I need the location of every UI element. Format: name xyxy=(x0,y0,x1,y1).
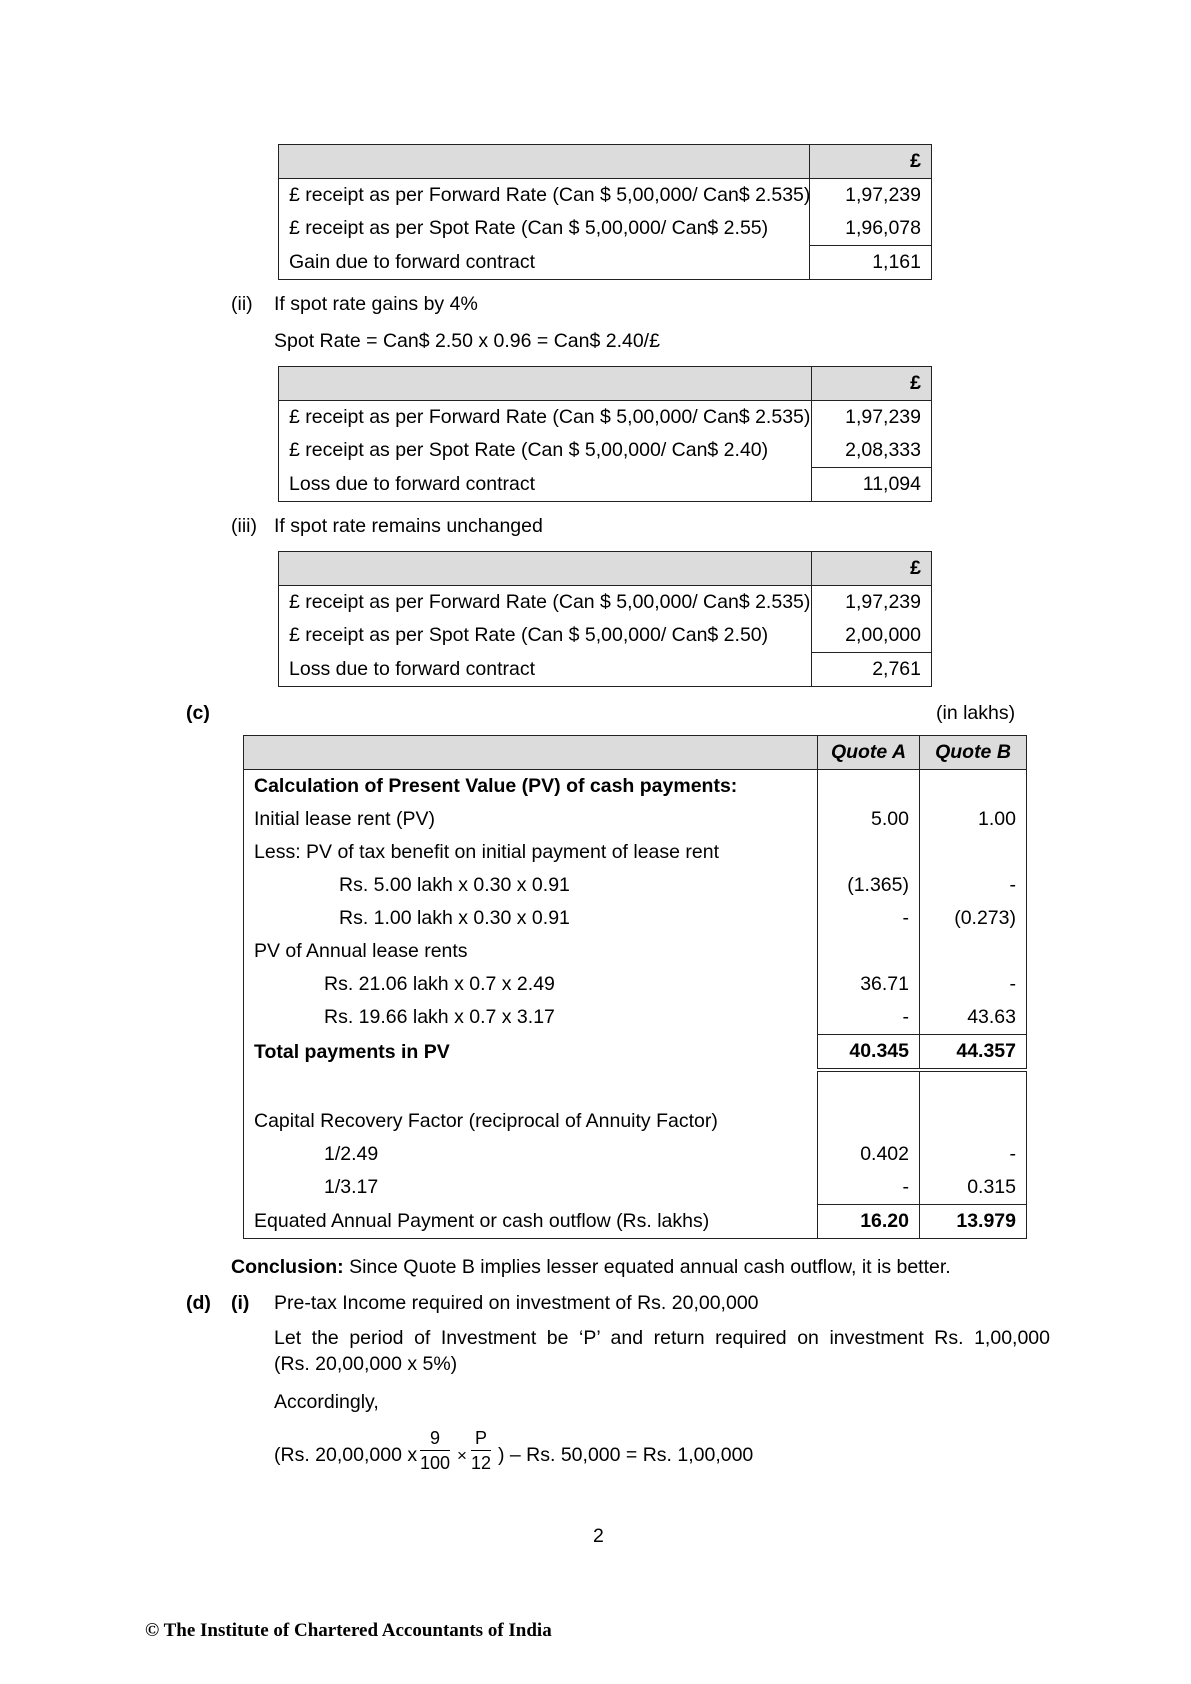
table-header-row xyxy=(279,145,932,179)
quote-a-value: (1.365) xyxy=(818,869,920,902)
table-row xyxy=(279,468,932,502)
quote-a-value: 5.00 xyxy=(818,803,920,836)
quote-b-value: 0.315 xyxy=(920,1171,1027,1205)
part-ii-marker: (ii) xyxy=(231,293,253,315)
part-iii-heading: If spot rate remains unchanged xyxy=(274,515,543,537)
quote-b-value: - xyxy=(920,869,1027,902)
quote-b-result: 13.979 xyxy=(920,1205,1027,1239)
row-label: Rs. 21.06 lakh x 0.7 x 2.49 xyxy=(244,968,818,1001)
quote-b-value: 43.63 xyxy=(920,1001,1027,1035)
spacer-row xyxy=(244,1070,1027,1105)
quote-a-value xyxy=(818,836,920,869)
table-row xyxy=(244,770,1027,804)
row-label: Loss due to forward contract xyxy=(279,653,812,687)
row-value: 1,161 xyxy=(810,246,932,280)
row-label: Calculation of Present Value (PV) of cash payments: xyxy=(244,770,818,804)
row-label: £ receipt as per Forward Rate (Can $ 5,00,000/ Can$ 2.535) xyxy=(279,179,810,213)
fraction-p-over-12 xyxy=(471,1426,491,1475)
quote-b-value xyxy=(920,770,1027,804)
row-label: £ receipt as per Spot Rate (Can $ 5,00,000/ Can$ 2.40) xyxy=(279,434,812,468)
quote-a-total: 40.345 xyxy=(818,1035,920,1071)
conclusion-label: Conclusion: xyxy=(231,1256,344,1278)
quote-a-value xyxy=(818,770,920,804)
accordingly-text: Accordingly, xyxy=(274,1391,379,1413)
table-row xyxy=(244,902,1027,935)
quote-b-value xyxy=(920,1105,1027,1138)
header-label-cell xyxy=(279,145,810,179)
table-row xyxy=(279,653,932,687)
row-label: Rs. 19.66 lakh x 0.7 x 3.17 xyxy=(244,1001,818,1035)
currency-header: £ xyxy=(810,145,932,179)
row-label: Capital Recovery Factor (reciprocal of Annuity Factor) xyxy=(244,1105,818,1138)
row-value: 1,96,078 xyxy=(810,212,932,246)
total-row xyxy=(244,1035,1027,1071)
row-value: 2,761 xyxy=(812,653,932,687)
table-row xyxy=(244,869,1027,902)
row-label: Rs. 5.00 lakh x 0.30 x 0.91 xyxy=(244,869,818,902)
row-value: 1,97,239 xyxy=(812,401,932,435)
row-label: 1/2.49 xyxy=(244,1138,818,1171)
header-label-cell xyxy=(279,552,812,586)
fraction-9-over-100 xyxy=(420,1426,450,1475)
spacer-cell xyxy=(818,1070,920,1105)
spacer-cell xyxy=(920,1070,1027,1105)
fraction-denominator: 12 xyxy=(471,1453,492,1473)
quote-b-value: - xyxy=(920,968,1027,1001)
row-label: Initial lease rent (PV) xyxy=(244,803,818,836)
table-row xyxy=(279,179,932,213)
quote-a-value: - xyxy=(818,902,920,935)
conclusion-text: Since Quote B implies lesser equated annual cash outflow, it is better. xyxy=(349,1256,951,1278)
quote-a-value: 36.71 xyxy=(818,968,920,1001)
part-ii-heading: If spot rate gains by 4% xyxy=(274,293,478,315)
quote-a-value xyxy=(818,1105,920,1138)
row-label: Rs. 1.00 lakh x 0.30 x 0.91 xyxy=(244,902,818,935)
quote-b-value: - xyxy=(920,1138,1027,1171)
row-label: 1/3.17 xyxy=(244,1171,818,1205)
row-value: 2,00,000 xyxy=(812,619,932,653)
quote-a-value: 0.402 xyxy=(818,1138,920,1171)
header-label-cell xyxy=(279,367,812,401)
investment-paragraph-line1: Let the period of Investment be ‘P’ and return required on investment Rs. 1,00,000 xyxy=(274,1327,1050,1349)
fraction-numerator: P xyxy=(471,1426,491,1451)
part-d-heading: Pre-tax Income required on investment of Rs. 20,00,000 xyxy=(274,1292,759,1314)
part-ii-formula: Spot Rate = Can$ 2.50 x 0.96 = Can$ 2.40/£ xyxy=(274,330,660,352)
quote-a-header: Quote A xyxy=(818,736,920,770)
row-label: £ receipt as per Forward Rate (Can $ 5,00,000/ Can$ 2.535) xyxy=(279,401,812,435)
row-label: £ receipt as per Spot Rate (Can $ 5,00,000/ Can$ 2.50) xyxy=(279,619,812,653)
forward-vs-spot-table-3 xyxy=(278,551,932,687)
table-row xyxy=(244,803,1027,836)
table-row xyxy=(279,246,932,280)
table-header-row xyxy=(279,552,932,586)
equation-right: ) – Rs. 50,000 = Rs. 1,00,000 xyxy=(498,1444,754,1466)
table-row xyxy=(244,1001,1027,1035)
quote-a-value xyxy=(818,935,920,968)
quote-b-value: (0.273) xyxy=(920,902,1027,935)
quote-b-total: 44.357 xyxy=(920,1035,1027,1071)
currency-header: £ xyxy=(812,552,932,586)
fraction-numerator: 9 xyxy=(420,1426,450,1451)
spacer-cell xyxy=(244,1070,818,1105)
table-row xyxy=(279,401,932,435)
row-label: Equated Annual Payment or cash outflow (Rs. lakhs) xyxy=(244,1205,818,1239)
part-d-marker: (d) xyxy=(186,1292,211,1314)
row-label: PV of Annual lease rents xyxy=(244,935,818,968)
row-value: 1,97,239 xyxy=(812,586,932,620)
unit-note: (in lakhs) xyxy=(936,702,1016,724)
row-label: £ receipt as per Spot Rate (Can $ 5,00,000/ Can$ 2.55) xyxy=(279,212,810,246)
table-row xyxy=(279,212,932,246)
lease-quote-table xyxy=(243,735,1027,1239)
footer-copyright: © The Institute of Chartered Accountants of India xyxy=(145,1620,552,1641)
investment-paragraph-line2: (Rs. 20,00,000 x 5%) xyxy=(274,1353,458,1375)
quote-a-result: 16.20 xyxy=(818,1205,920,1239)
table-row xyxy=(244,1171,1027,1205)
row-label: Loss due to forward contract xyxy=(279,468,812,502)
table-row xyxy=(244,968,1027,1001)
part-c-marker: (c) xyxy=(186,702,210,724)
table-row xyxy=(279,434,932,468)
part-d-sub-marker: (i) xyxy=(231,1292,250,1314)
row-label: Total payments in PV xyxy=(244,1035,818,1071)
table-header-row xyxy=(244,736,1027,770)
row-label: Less: PV of tax benefit on initial payment of lease rent xyxy=(244,836,818,869)
header-label-cell xyxy=(244,736,818,770)
part-iii-marker: (iii) xyxy=(231,515,257,537)
quote-b-value xyxy=(920,935,1027,968)
table-header-row xyxy=(279,367,932,401)
row-value: 11,094 xyxy=(812,468,932,502)
row-label: Gain due to forward contract xyxy=(279,246,810,280)
row-label: £ receipt as per Forward Rate (Can $ 5,00,000/ Can$ 2.535) xyxy=(279,586,812,620)
forward-vs-spot-table-2 xyxy=(278,366,932,502)
quote-a-value: - xyxy=(818,1171,920,1205)
table-row xyxy=(244,935,1027,968)
equation-left: (Rs. 20,00,000 x xyxy=(274,1444,418,1466)
quote-b-value xyxy=(920,836,1027,869)
conclusion xyxy=(231,1256,951,1279)
times-symbol: × xyxy=(457,1446,467,1465)
table-row xyxy=(244,1138,1027,1171)
table-row xyxy=(244,1105,1027,1138)
row-value: 1,97,239 xyxy=(810,179,932,213)
result-row xyxy=(244,1205,1027,1239)
row-value: 2,08,333 xyxy=(812,434,932,468)
table-row xyxy=(279,619,932,653)
quote-a-value: - xyxy=(818,1001,920,1035)
quote-b-value: 1.00 xyxy=(920,803,1027,836)
page-number: 2 xyxy=(593,1525,604,1547)
table-row xyxy=(244,836,1027,869)
table-row xyxy=(279,586,932,620)
currency-header: £ xyxy=(812,367,932,401)
fraction-denominator: 100 xyxy=(420,1453,451,1473)
forward-vs-spot-table-1 xyxy=(278,144,932,280)
quote-b-header: Quote B xyxy=(920,736,1027,770)
